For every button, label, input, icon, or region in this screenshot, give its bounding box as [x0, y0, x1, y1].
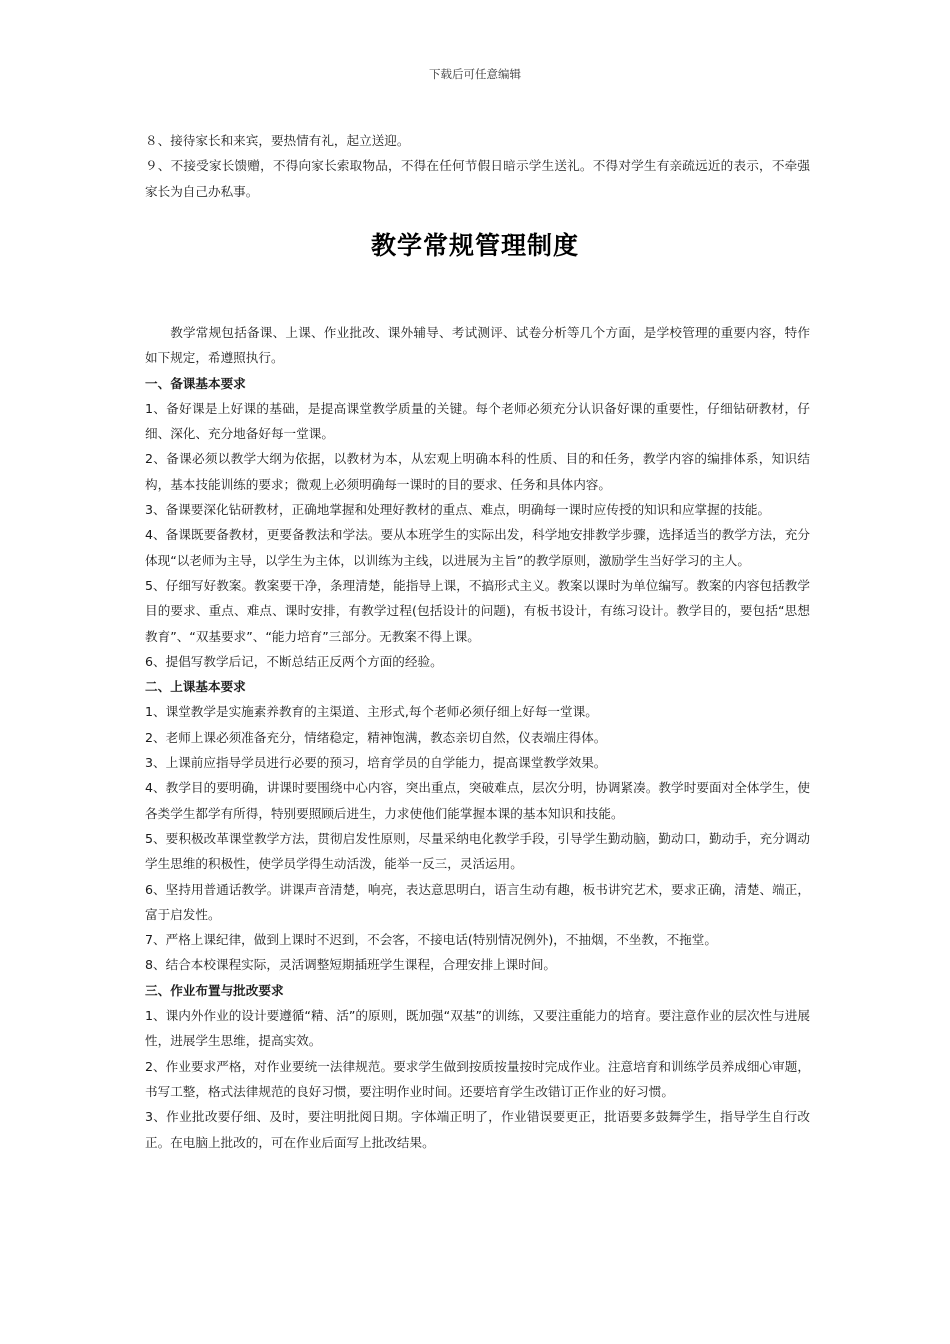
list-item: 1、课堂教学是实施素养教育的主渠道、主形式,每个老师必须仔细上好每一堂课。	[145, 704, 598, 720]
list-item: 4、备课既要备教材，更要备教法和学法。要从本班学生的实际出发，科学地安排教学步骤，选择适当的教学方法，充分体现“以老师为主导，以学生为主体，以训练为主线，以进展为主旨”的教学原则，激励学生当好学习的主人。	[145, 527, 810, 568]
section-heading-lesson-prep: 一、备课基本要求	[145, 375, 246, 391]
list-item: 2、作业要求严格，对作业要统一法律规范。要求学生做到按质按量按时完成作业。注意培育和训练学员养成细心审题，书写工整，格式法律规范的良好习惯，要注明作业时间。还要培育学生改错订正作业的好习惯。	[145, 1058, 810, 1099]
list-item: 1、课内外作业的设计要遵循“精、活”的原则，既加强“双基”的训练，又要注重能力的培育。要注意作业的层次性与进展性，进展学生思维，提高实效。	[145, 1008, 810, 1049]
list-item: 6、提倡写教学后记，不断总结正反两个方面的经验。	[145, 653, 443, 669]
list-item: 2、备课必须以教学大纲为依据，以教材为本，从宏观上明确本科的性质、目的和任务，教学内容的编排体系，知识结构，基本技能训练的要求；微观上必须明确每一课时的目的要求、任务和具体内容。	[145, 451, 810, 492]
section-heading-class-teaching: 二、上课基本要求	[145, 679, 246, 695]
list-item: 5、要积极改革课堂教学方法，贯彻启发性原则，尽量采纳电化教学手段，引导学生勤动脑，勤动口，勤动手，充分调动学生思维的积极性，使学员学得生动活泼，能举一反三，灵活运用。	[145, 830, 810, 872]
document-body	[145, 320, 810, 1155]
previous-rules-continued	[145, 128, 810, 204]
list-item: 5、仔细写好教案。教案要干净，条理清楚，能指导上课，不搞形式主义。教案以课时为单位编写。教案的内容包括教学目的要求、重点、难点、课时安排，有教学过程(包括设计的问题)，有板书设计，有练习设计。教学目的，要包括“思想教育”、“双基要求”、“能力培育”三部分。无教案不得上课。	[145, 577, 810, 644]
list-item: 3、作业批改要仔细、及时，要注明批阅日期。字体端正明了，作业错误要更正，批语要多鼓舞学生，指导学生自行改正。在电脑上批改的，可在作业后面写上批改结果。	[145, 1109, 810, 1150]
list-item: 1、备好课是上好课的基础，是提高课堂教学质量的关键。每个老师必须充分认识备好课的重要性，仔细钻研教材，仔细、深化、充分地备好每一堂课。	[145, 400, 810, 442]
list-item: 3、备课要深化钻研教材，正确地掌握和处理好教材的重点、难点，明确每一课时应传授的知识和应掌握的技能。	[145, 502, 771, 518]
page-header: 下载后可任意编辑	[429, 67, 521, 81]
list-item: 2、老师上课必须准备充分，情绪稳定，精神饱满，教态亲切自然，仪表端庄得体。	[145, 729, 607, 745]
section-heading-homework: 三、作业布置与批改要求	[145, 982, 284, 998]
rule-item: ９、不接受家长馈赠，不得向家长索取物品，不得在任何节假日暗示学生送礼。不得对学生有亲疏远近的表示，不牵强家长为自己办私事。	[145, 158, 810, 199]
list-item: 8、结合本校课程实际，灵活调整短期插班学生课程，合理安排上课时间。	[145, 957, 557, 973]
list-item: 4、教学目的要明确，讲课时要围绕中心内容，突出重点，突破难点，层次分明，协调紧凑。教学时要面对全体学生，使各类学生都学有所得，特别要照顾后进生，力求使他们能掌握本课的基本知识和技能。	[145, 780, 810, 821]
intro-paragraph: 教学常规包括备课、上课、作业批改、课外辅导、考试测评、试卷分析等几个方面，是学校管理的重要内容，特作如下规定，希遵照执行。	[145, 325, 810, 366]
rule-item: ８、接待家长和来宾，要热情有礼，起立送迎。	[145, 133, 410, 148]
list-item: 7、严格上课纪律，做到上课时不迟到，不会客，不接电话(特别情况例外)，不抽烟，不坐教，不拖堂。	[145, 932, 717, 948]
list-item: 6、坚持用普通话教学。讲课声音清楚，响亮，表达意思明白，语言生动有趣，板书讲究艺术，要求正确，清楚、端正，富于启发性。	[145, 881, 810, 922]
document-title: 教学常规管理制度	[370, 231, 579, 260]
list-item: 3、上课前应指导学员进行必要的预习，培育学员的自学能力，提高课堂教学效果。	[145, 755, 607, 771]
